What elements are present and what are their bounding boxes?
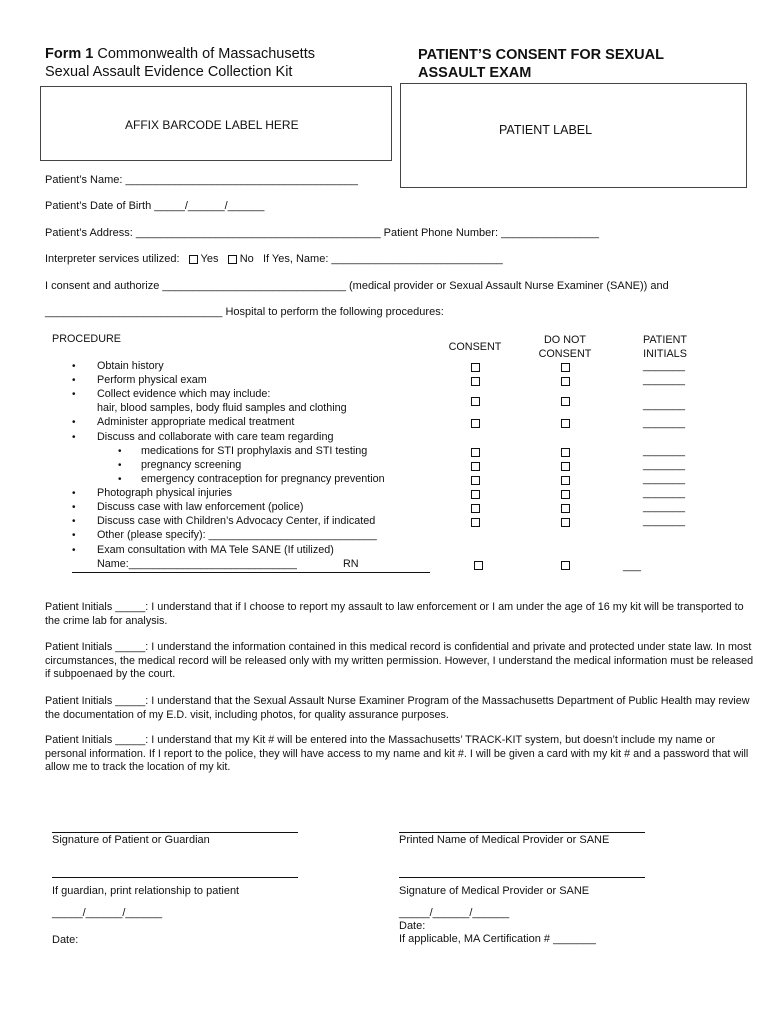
interpreter-no-label: No [239,253,254,265]
do-not-consent-checkbox[interactable] [561,363,570,372]
barcode-label-box [40,86,392,161]
proc-obtain-history: Obtain history [97,360,164,372]
interpreter-no-checkbox[interactable] [228,255,237,264]
table-bottom-rule [72,572,430,573]
interpreter-row [45,253,503,265]
proc-emergency-contraception: emergency contraception for pregnancy prevention [141,473,385,485]
bullet-icon: • [72,417,76,428]
proc-collect-evidence-detail: hair, blood samples, body fluid samples and clothing [97,402,347,414]
bullet-icon: • [72,432,76,443]
bullet-icon: • [72,361,76,372]
proc-other[interactable]: Other (please specify): ____________________________ [97,529,377,541]
provider-signature-line[interactable] [399,877,645,878]
barcode-label-text: AFFIX BARCODE LABEL HERE [125,118,299,132]
do-not-consent-checkbox[interactable] [561,504,570,513]
org-line-1: Commonwealth of Massachusetts [97,46,315,62]
bullet-icon: • [72,516,76,527]
consent-authorize-line-1[interactable]: I consent and authorize ______________________________ (medical provider or Sexual Assault Nurse Examiner (SANE)) and [45,280,669,292]
bullet-icon: • [72,389,76,400]
initials-field[interactable]: _______ [643,445,686,457]
interpreter-name-field[interactable]: If Yes, Name: ____________________________ [262,253,503,265]
certification-field[interactable]: If applicable, MA Certification # _______ [399,933,596,945]
col-do-not-consent-header-line-2: CONSENT [538,348,592,360]
proc-physical-exam: Perform physical exam [97,374,207,386]
initials-field[interactable]: _______ [643,473,686,485]
proc-pregnancy-screening: pregnancy screening [141,459,242,471]
proc-tele-sane-rn: RN [343,558,359,570]
do-not-consent-checkbox[interactable] [561,490,570,499]
interpreter-yes-checkbox[interactable] [189,255,198,264]
statement-crime-lab: Patient Initials _____: I understand that if I choose to report my assault to law enforcement or I am under the age of 16 my kit will be transported to the crime lab for analysis. [45,601,744,627]
initials-field[interactable]: _______ [643,501,686,513]
form-header [45,46,315,63]
patient-date-field[interactable]: _____/______/______ [52,907,163,919]
provider-date-label: Date: [399,920,426,932]
proc-discuss-care-team: Discuss and collaborate with care team regarding [97,431,334,443]
proc-collect-evidence: Collect evidence which may include: [97,388,271,400]
proc-tele-sane: Exam consultation with MA Tele SANE (If utilized) [97,544,334,556]
consent-checkbox[interactable] [471,448,480,457]
consent-checkbox[interactable] [474,561,483,570]
org-line-2: Sexual Assault Evidence Collection Kit [45,64,293,80]
bullet-icon: • [72,530,76,541]
provider-signature-label: Signature of Medical Provider or SANE [399,885,590,897]
consent-checkbox[interactable] [471,419,480,428]
initials-field[interactable]: _______ [643,459,686,471]
form-title-line-1: PATIENT’S CONSENT FOR SEXUAL [418,47,664,63]
provider-date-field[interactable]: _____/______/______ [399,907,510,919]
form-number: Form 1 [45,46,94,62]
patient-signature-line[interactable] [52,832,298,833]
proc-photograph: Photograph physical injuries [97,487,233,499]
proc-tele-sane-name[interactable]: Name:____________________________ [97,558,297,570]
col-consent-header: CONSENT [448,341,502,353]
initials-field[interactable]: _______ [643,360,686,372]
interpreter-yes-label: Yes [200,253,219,265]
consent-checkbox[interactable] [471,476,480,485]
statement-sane-review: Patient Initials _____: I understand that the Sexual Assault Nurse Examiner Program of the Massachusetts Department of Public Health may review the documentation of my E.D. visit, including photos, for quality assurance purposes. [45,695,750,721]
do-not-consent-checkbox[interactable] [561,462,570,471]
patient-name-field[interactable]: Patient’s Name: ______________________________________ [45,174,358,186]
bullet-icon: • [72,502,76,513]
bullet-icon: • [118,446,122,457]
initials-field[interactable]: ___ [623,560,642,572]
guardian-relationship-line[interactable] [52,877,298,878]
col-do-not-consent-header-line-1: DO NOT [544,334,586,346]
proc-law-enforcement: Discuss case with law enforcement (police) [97,501,304,513]
patient-signature-label: Signature of Patient or Guardian [52,834,210,846]
consent-checkbox[interactable] [471,462,480,471]
do-not-consent-checkbox[interactable] [561,476,570,485]
statement-confidential: Patient Initials _____: I understand the information contained in this medical record is confidential and private and protected under state law. In most circumstances, the medical record will be released only with my written permission. However, I understand the medical information must be released if subpoenaed by the court. [45,641,754,680]
initials-field[interactable]: _______ [643,399,686,411]
initials-field[interactable]: _______ [643,417,686,429]
initials-field[interactable]: _______ [643,374,686,386]
patient-label-box [400,83,747,188]
provider-printed-name-line[interactable] [399,832,645,833]
initials-field[interactable]: _______ [643,487,686,499]
guardian-relationship-label: If guardian, print relationship to patient [52,885,240,897]
do-not-consent-checkbox[interactable] [561,448,570,457]
consent-checkbox[interactable] [471,377,480,386]
do-not-consent-checkbox[interactable] [561,419,570,428]
statement-track-kit: Patient Initials _____: I understand that my Kit # will be entered into the Massachusetts’ TRACK-KIT system, but doesn’t include my name or personal information. If I report to the police, they will have access to my name and kit #. I will be given a card with my kit # and a password that will allow me to track the location of my kit. [45,734,749,773]
col-procedure-header: PROCEDURE [52,333,121,345]
provider-printed-name-label: Printed Name of Medical Provider or SANE [399,834,610,846]
proc-childrens-advocacy: Discuss case with Children’s Advocacy Center, if indicated [97,515,376,527]
do-not-consent-checkbox[interactable] [561,561,570,570]
interpreter-label: Interpreter services utilized: [45,253,180,265]
patient-address-phone-field[interactable]: Patient’s Address: ________________________________________ Patient Phone Number: ________________ [45,227,599,239]
bullet-icon: • [72,488,76,499]
bullet-icon: • [118,460,122,471]
do-not-consent-checkbox[interactable] [561,377,570,386]
col-initials-header-line-1: PATIENT [643,334,687,346]
patient-label-text: PATIENT LABEL [499,123,593,137]
bullet-icon: • [118,474,122,485]
col-initials-header [630,333,700,361]
consent-checkbox[interactable] [471,504,480,513]
proc-medical-treatment: Administer appropriate medical treatment [97,416,295,428]
patient-date-label: Date: [52,934,79,946]
do-not-consent-checkbox[interactable] [561,518,570,527]
proc-sti: medications for STI prophylaxis and STI testing [141,445,368,457]
consent-authorize-line-2[interactable]: _____________________________ Hospital to perform the following procedures: [45,306,444,318]
initials-field[interactable]: _______ [643,515,686,527]
patient-dob-field[interactable]: Patient’s Date of Birth _____/______/______ [45,200,265,212]
form-title-line-2: ASSAULT EXAM [418,65,532,81]
do-not-consent-checkbox[interactable] [561,397,570,406]
bullet-icon: • [72,545,76,556]
consent-checkbox[interactable] [471,397,480,406]
col-do-not-consent-header [530,333,600,361]
bullet-icon: • [72,375,76,386]
consent-checkbox[interactable] [471,490,480,499]
consent-checkbox[interactable] [471,518,480,527]
col-initials-header-line-2: INITIALS [643,348,687,360]
consent-checkbox[interactable] [471,363,480,372]
